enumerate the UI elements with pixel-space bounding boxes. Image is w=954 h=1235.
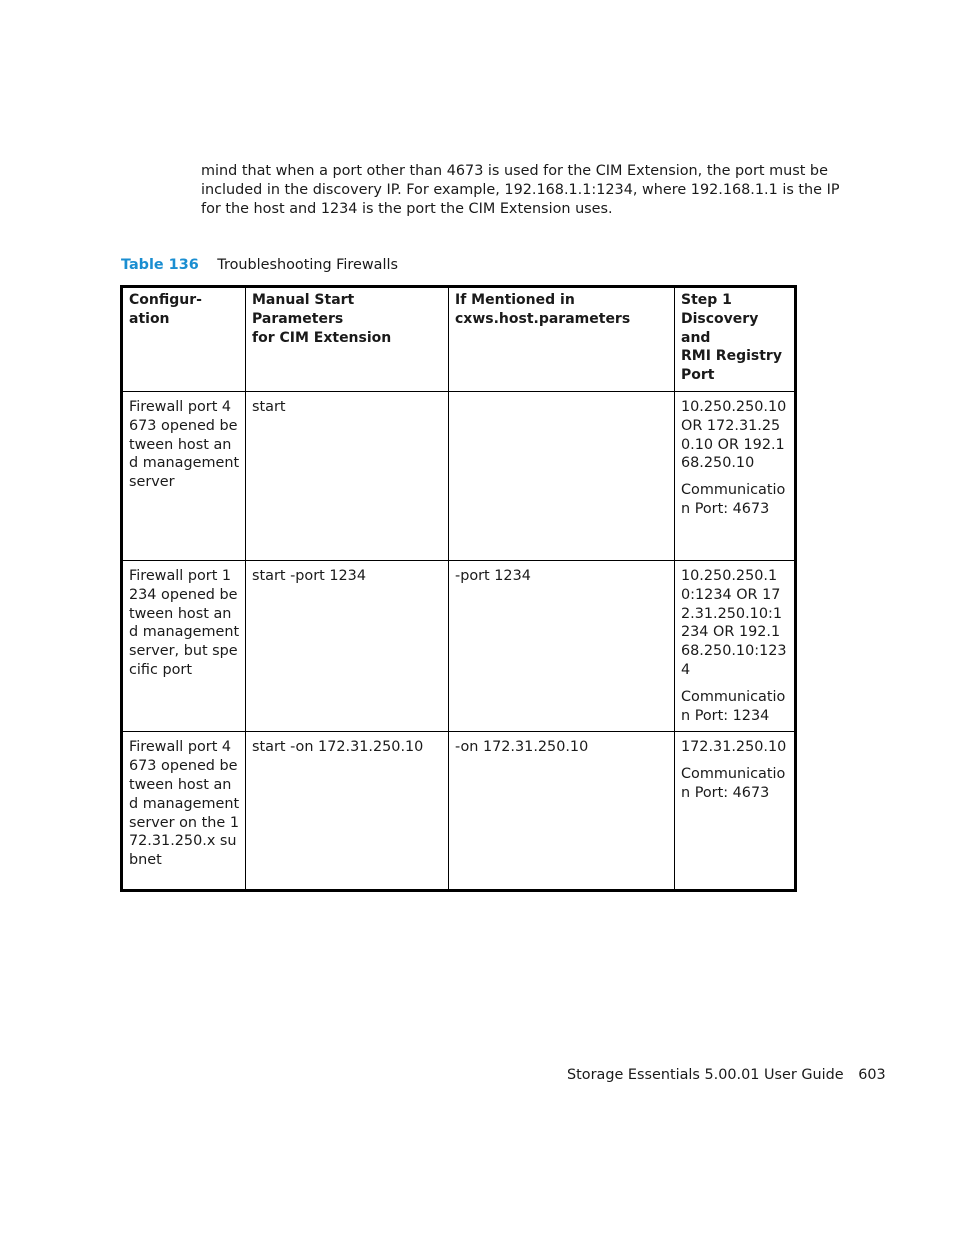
footer-page-number: 603 (858, 1067, 886, 1083)
table-row (122, 561, 796, 732)
cell-configuration: Firewall port 4673 opened between host and management server on the 172.31.250.x subnet (122, 732, 246, 891)
table-row (122, 732, 796, 891)
table-row (122, 392, 796, 561)
table-caption (121, 256, 398, 275)
communication-port: Communication Port: 4673 (681, 766, 786, 801)
communication-port: Communication Port: 4673 (681, 482, 786, 517)
cell-if-mentioned (449, 392, 675, 561)
discovery-address: 10.250.250.10:1234 OR 172.31.250.10:1234 OR 192.168.250.10:1234 (681, 568, 787, 678)
cell-manual-start: start -port 1234 (246, 561, 449, 732)
table-header-row (122, 287, 796, 392)
discovery-address: 172.31.250.10 (681, 739, 787, 756)
header-manual-start: Manual Start Parameters for CIM Extension (246, 287, 449, 392)
troubleshooting-firewalls-table (120, 285, 797, 892)
page-footer (567, 1066, 886, 1085)
header-if-mentioned: If Mentioned in cxws.host.parameters (449, 287, 675, 392)
cell-discovery (675, 561, 796, 732)
cell-configuration: Firewall port 4673 opened between host and management server (122, 392, 246, 561)
cell-manual-start: start (246, 392, 449, 561)
table-caption-title: Troubleshooting Firewalls (217, 257, 398, 273)
cell-discovery (675, 732, 796, 891)
intro-paragraph: mind that when a port other than 4673 is used for the CIM Extension, the port must be included in the discovery IP. For example, 192.168.1.1:1234, where 192.168.1.1 is the IP for the host and 1234 is the port the CIM Extension uses. (201, 163, 840, 217)
cell-if-mentioned: -port 1234 (449, 561, 675, 732)
footer-guide-title: Storage Essentials 5.00.01 User Guide (567, 1067, 844, 1083)
table-caption-label: Table 136 (121, 257, 199, 273)
cell-discovery (675, 392, 796, 561)
header-configuration: Configur- ation (122, 287, 246, 392)
header-discovery-port: Step 1 Discovery and RMI Registry Port (675, 287, 796, 392)
cell-manual-start: start -on 172.31.250.10 (246, 732, 449, 891)
cell-if-mentioned: -on 172.31.250.10 (449, 732, 675, 891)
discovery-address: 10.250.250.10 OR 172.31.250.10 OR 192.168.250.10 (681, 399, 787, 472)
cell-configuration: Firewall port 1234 opened between host and management server, but specific port (122, 561, 246, 732)
communication-port: Communication Port: 1234 (681, 688, 786, 724)
